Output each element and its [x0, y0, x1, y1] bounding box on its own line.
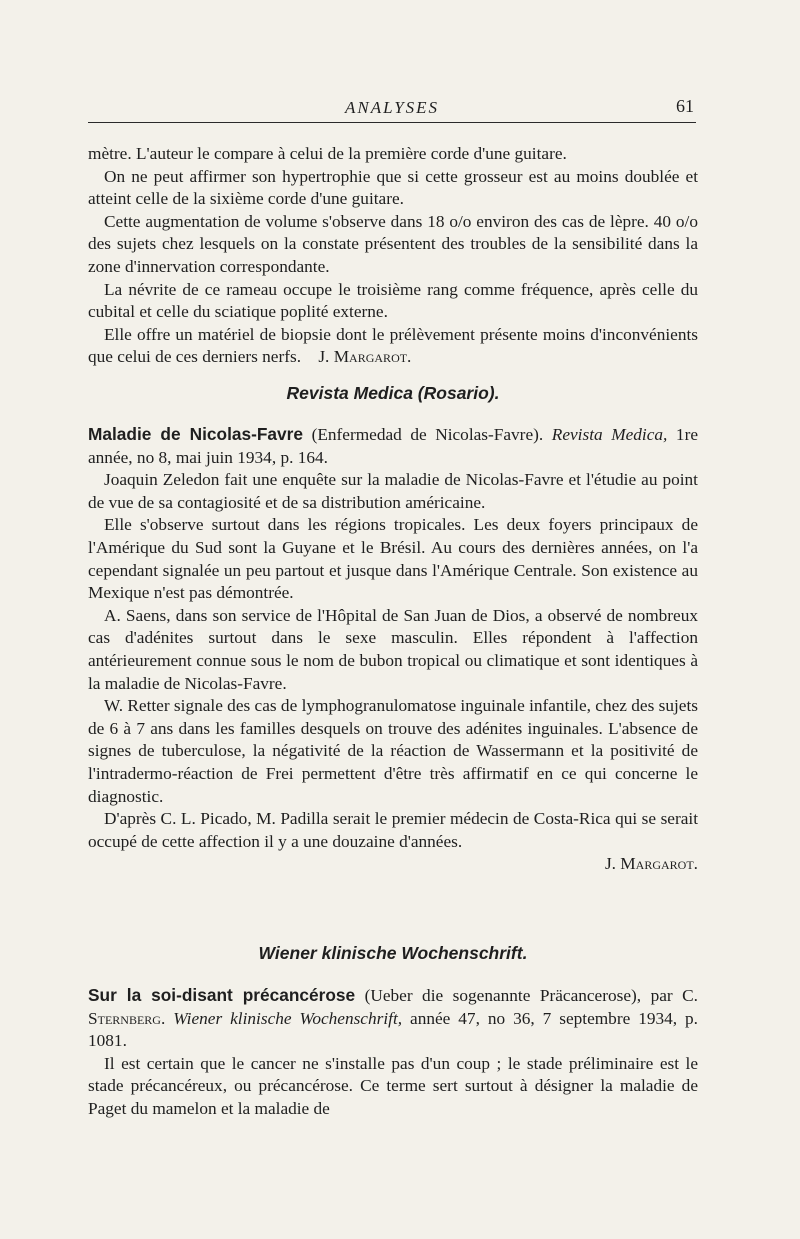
reference-details: année 47, no 36, 7 septembre 1934, p. 1081.	[88, 1008, 698, 1051]
signature: J. Margarot.	[604, 854, 698, 874]
article-reference	[88, 423, 698, 469]
page-number: 61	[676, 96, 694, 116]
journal-heading: Revista Medica (Rosario).	[286, 383, 500, 403]
article-nicolas-favre	[88, 423, 698, 876]
section-continued-text	[88, 143, 698, 369]
paragraph: Elle s'observe surtout dans les régions tropicales. Les deux foyers principaux de l'Amérique du Sud sont la Guyane et le Brésil. Au cours des dernières années, on l'a cependant signalée un peu partout et jusque dans l'Amérique Centrale. Son existence au Mexique n'est pas démontrée.	[88, 515, 698, 603]
original-title: (Ueber die sogenannte Präcancerose), par	[364, 986, 673, 1005]
paragraph: W. Retter signale des cas de lymphogranulomatose inguinale infantile, chez des sujets de 6 à 7 ans dans les familles desquels on trouve des adénites inguinales. L'absence de signes de tuberculose, la négativité de la réaction de Wassermann et la positivité de l'intradermo-réaction de Frei permettent d'être très affirmatif en ce qui concerne le diagnostic.	[88, 696, 698, 806]
running-title: ANALYSES	[344, 98, 440, 117]
paragraph: mètre. L'auteur le compare à celui de la première corde d'une guitare.	[88, 144, 567, 163]
paragraph: Il est certain que le cancer ne s'installe pas d'un coup ; le stade préliminaire est le stade précancéreux, ou précancérose. Ce terme sert surtout à désigner la maladie de Paget du mamelon et la maladie de	[88, 1053, 698, 1118]
journal-name: Revista Medica,	[551, 425, 668, 444]
paragraph: La névrite de ce rameau occupe le troisième rang comme fréquence, après celle du cubital et celle du sciatique poplité externe.	[88, 279, 698, 322]
paragraph: D'après C. L. Picado, M. Padilla serait le premier médecin de Costa-Rica qui se serait occupé de cette affection il y a une douzaine d'années.	[88, 809, 698, 851]
paragraph: Elle offre un matériel de biopsie dont le prélèvement présente moins d'inconvénients que celui de ces derniers nerfs. J. Margarot.	[88, 324, 698, 367]
article-title: Sur la soi-disant précancérose	[88, 985, 356, 1005]
journal-heading: Wiener klinische Wochenschrift.	[258, 943, 528, 963]
article-reference	[88, 984, 698, 1053]
article-title: Maladie de Nicolas-Favre	[88, 424, 303, 444]
article-precancerose	[88, 984, 698, 1121]
author-name: C. Sternberg.	[88, 986, 698, 1028]
paragraph: On ne peut affirmer son hypertrophie que si cette grosseur est au moins doublée et atteint celle de la sixième corde d'une guitare.	[88, 166, 698, 209]
signature: J. Margarot.	[318, 347, 412, 367]
reference-details: 1re année, no 8, mai juin 1934, p. 164.	[88, 425, 698, 467]
paragraph: A. Saens, dans son service de l'Hôpital de San Juan de Dios, a observé de nombreux cas d'adénites surtout dans le sexe masculin. Elles répondent à l'affection antérieurement connue sous le nom de bubon tropical ou climatique et sont identiques à la maladie de Nicolas-Favre.	[88, 605, 698, 693]
paragraph: Joaquin Zeledon fait une enquête sur la maladie de Nicolas-Favre et l'étudie au point de vue de sa contagiosité et de sa distribution américaine.	[88, 470, 698, 512]
page-header	[88, 96, 696, 123]
paragraph: Cette augmentation de volume s'observe dans 18 o/o environ des cas de lèpre. 40 o/o des sujets chez lesquels on la constate présentent des troubles de la sensibilité dans la zone d'innervation correspondante.	[88, 211, 698, 276]
original-title: (Enfermedad de Nicolas-Favre).	[311, 425, 544, 444]
journal-name: Wiener klinische Wochenschrift,	[173, 1008, 403, 1028]
